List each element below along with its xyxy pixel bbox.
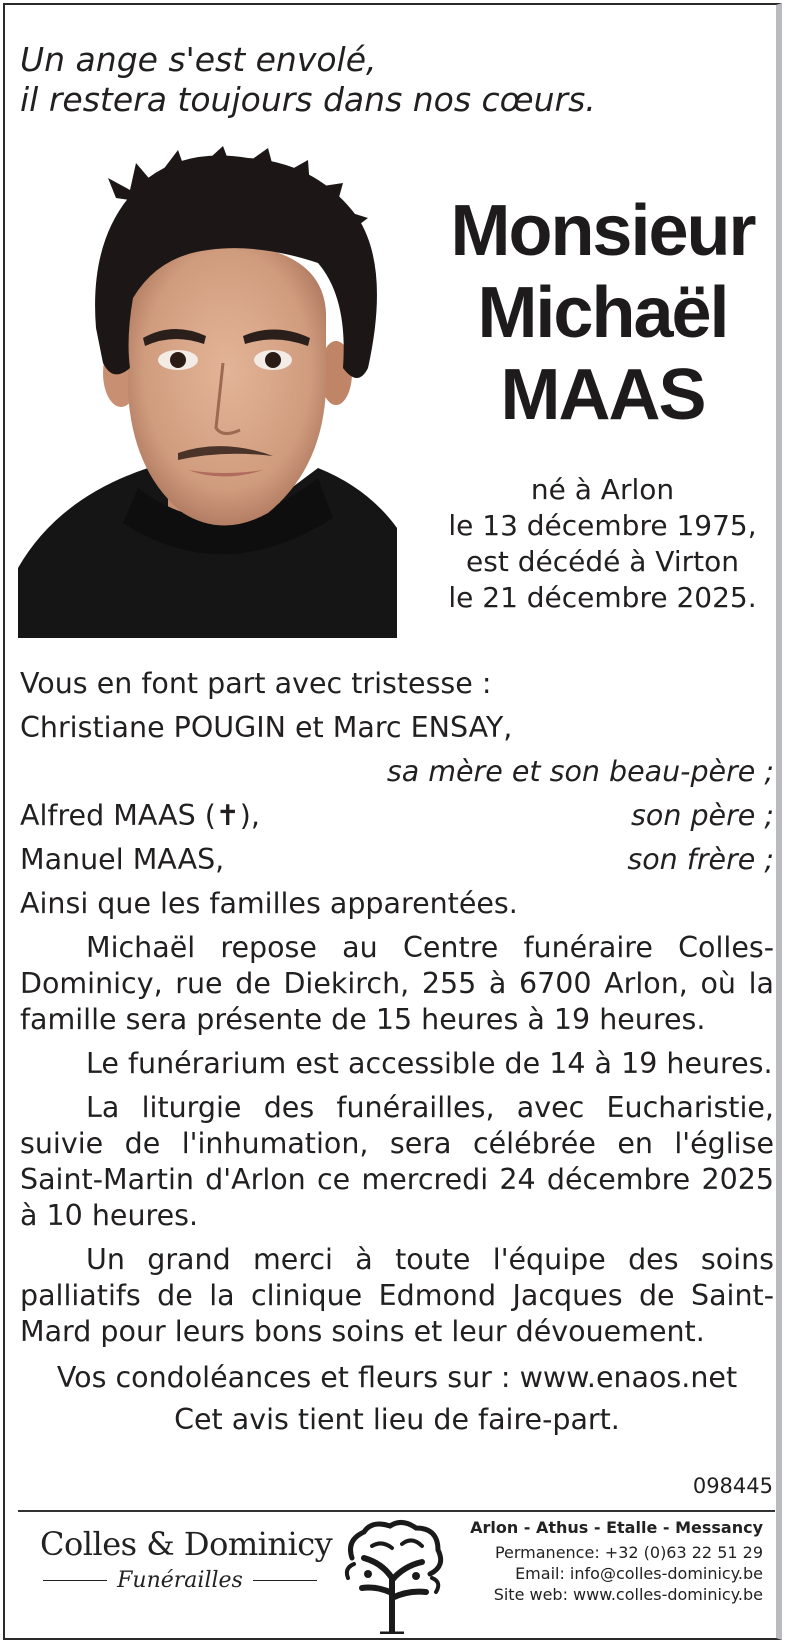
thanks-paragraph: Un grand merci à toute l'équipe des soins palliatifs de la clinique Edmond Jacques de Saint-Mard pour leurs bons soins et leur dévouement. [20, 1243, 774, 1348]
reference-number: 098445 [692, 1474, 773, 1498]
family-member-relation: son frère ; [627, 843, 774, 876]
tree-logo-icon [342, 1518, 446, 1634]
announcement-body [20, 662, 774, 1440]
family-member-relation: son père ; [631, 799, 774, 832]
logo-rule-right [253, 1580, 317, 1581]
announcement-closing: Ainsi que les familles apparentées. [20, 887, 518, 920]
family-row [20, 838, 774, 882]
portrait-photo [18, 138, 397, 638]
funeral-home-email: Email: info@colles-dominicy.be [515, 1564, 763, 1583]
family-member-name: Christiane POUGIN et Marc ENSAY, [20, 711, 513, 744]
family-member-name: Alfred MAAS (✝), [20, 799, 260, 832]
deceased-name [430, 190, 775, 436]
funeral-home-locations: Arlon - Athus - Etalle - Messancy [470, 1518, 763, 1537]
logo-subtitle-text: Funérailles [117, 1568, 243, 1593]
funeral-home-phone: Permanence: +32 (0)63 22 51 29 [494, 1543, 763, 1562]
birth-place: né à Arlon [530, 473, 675, 506]
funeral-home-contact [470, 1517, 763, 1605]
family-row [20, 794, 774, 838]
family-member-relation: sa mère et son beau-père ; [386, 755, 774, 788]
funeral-home-logo-subtitle [40, 1568, 320, 1593]
epitaph-line-2: il restera toujours dans nos cœurs. [20, 80, 596, 119]
death-date: le 21 décembre 2025. [448, 581, 757, 614]
epitaph-line-1: Un ange s'est envolé, [20, 40, 377, 79]
footer-divider [18, 1510, 775, 1512]
deceased-last-name: MAAS [500, 355, 705, 435]
deceased-title: Monsieur [450, 191, 755, 271]
funeral-home-logo-name: Colles & Dominicy [40, 1525, 333, 1563]
liturgy-paragraph: La liturgie des funérailles, avec Eucharistie, suivie de l'inhumation, sera célébrée en l'église Saint-Martin d'Arlon ce mercredi 24 décembre 2025 à 10 heures. [20, 1091, 774, 1232]
notice-line: Cet avis tient lieu de faire-part. [174, 1403, 620, 1436]
funerarium-paragraph: Le funérarium est accessible de 14 à 19 heures. [86, 1047, 773, 1080]
deceased-first-name: Michaël [477, 273, 728, 353]
announcement-intro: Vous en font part avec tristesse : [20, 667, 492, 700]
funeral-home-website: Site web: www.colles-dominicy.be [493, 1585, 763, 1604]
birth-date: le 13 décembre 1975, [448, 509, 757, 542]
condolences-line: Vos condoléances et fleurs sur : www.enaos.net [56, 1361, 738, 1394]
life-dates [430, 472, 775, 616]
repose-paragraph: Michaël repose au Centre funéraire Colles-Dominicy, rue de Diekirch, 255 à 6700 Arlon, où la famille sera présente de 15 heures à 19 heures. [20, 931, 774, 1036]
death-place: est décédé à Virton [466, 545, 739, 578]
logo-rule-left [43, 1580, 107, 1581]
family-member-name: Manuel MAAS, [20, 843, 225, 876]
portrait-illustration [18, 138, 397, 638]
epitaph [20, 40, 740, 120]
